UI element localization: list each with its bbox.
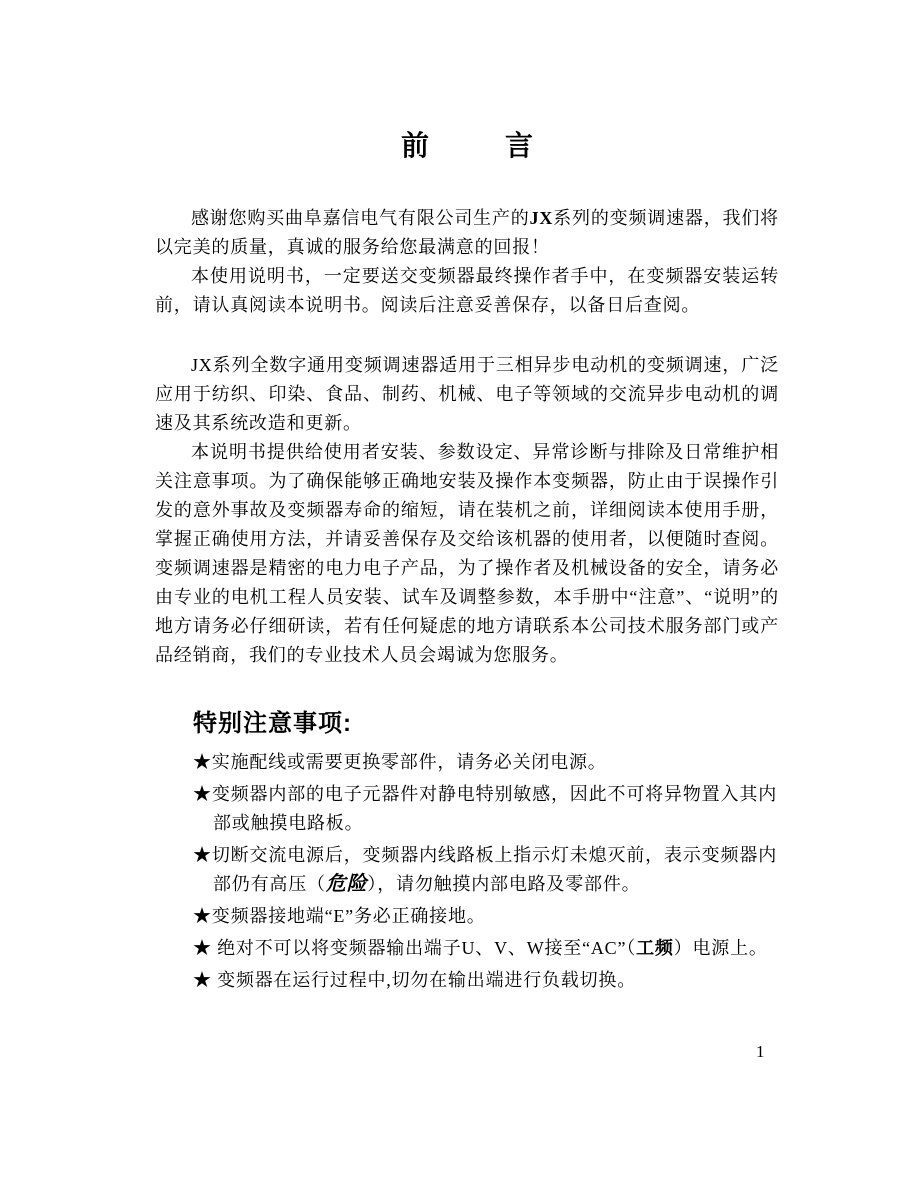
text-segment: ）电源上。 <box>673 938 768 958</box>
paragraph-usage-guidance: 本说明书提供给使用者安装、参数设定、异常诊断与排除及日常维护相关注意事项。为了确保能够正确地安装及操作本变频器，防止由于误操作引发的意外事故及变频器寿命的缩短，请在装机之前，详细阅读本使用手册，掌握正确使用方法，并请妥善保存及交给该机器的使用者，以便随时查阅。变频调速器是精密的电力电子产品，为了操作者及机械设备的安全，请务必由专业的电机工程人员安装、试车及调整参数，本手册中“注意”、“说明”的地方请务必仔细研读，若有任何疑虑的地方请联系本公司技术服务部门或产品经销商，我们的专业技术人员会竭诚为您服务。 <box>155 442 779 665</box>
paragraph-series-intro: JX系列全数字通用变频调速器适用于三相异步电动机的变频调速，广泛应用于纺织、印染、食品、制药、机械、电子等领域的交流异步电动机的调速及其系统改造和更新。 <box>155 355 779 433</box>
note-item-grounding: ★变频器接地端“E”务必正确接地。 <box>193 906 486 926</box>
special-notes-section <box>193 708 777 995</box>
text-segment: ），请勿触摸内部电路及零部件。 <box>367 874 641 894</box>
paragraph-manual-delivery: 本使用说明书，一定要送交变频器最终操作者手中，在变频器安装运转前，请认真阅读本说明书。阅读后注意妥善保存，以备日后查阅。 <box>155 266 779 315</box>
text-segment: 感谢您购买曲阜嘉信电气有限公司生产的 <box>191 208 530 228</box>
title-char-second: 言 <box>505 131 534 162</box>
note-item-power-off: ★实施配线或需要更换零部件，请务必关闭电源。 <box>193 752 607 772</box>
page-number: 1 <box>756 1042 765 1061</box>
special-notes-heading: 特别注意事项: <box>193 710 352 737</box>
note-item-output-terminals <box>193 934 777 963</box>
note-item-high-voltage <box>193 841 777 899</box>
text-segment-bold-gongpin: 工频 <box>636 938 674 958</box>
paragraph-thanks <box>155 204 779 262</box>
title-char-first: 前 <box>400 131 429 162</box>
special-notes-list <box>193 748 777 995</box>
note-item-load-switching: ★ 变频器在运行过程中,切勿在输出端进行负载切换。 <box>193 970 636 990</box>
text-segment: ★切断交流电源后，变频器内线路板上指示灯未熄灭前，表示变频器内部仍有高压（ <box>193 845 777 894</box>
text-segment: ★ 绝对不可以将变频器输出端子U、V、W接至“AC”（ <box>193 938 637 958</box>
text-segment-danger: 危险 <box>325 873 368 895</box>
text-segment: 系列的变频调速器，我们将以完美的质量，真诚的服务给您最满意的回报！ <box>155 208 779 257</box>
note-item-static-sensitivity: ★变频器内部的电子元器件对静电特别敏感，因此不可将异物置入其内部或触摸电路板。 <box>193 784 777 833</box>
text-segment-bold-jx: JX <box>529 208 554 228</box>
page-title <box>155 126 779 168</box>
page-content <box>155 126 779 998</box>
